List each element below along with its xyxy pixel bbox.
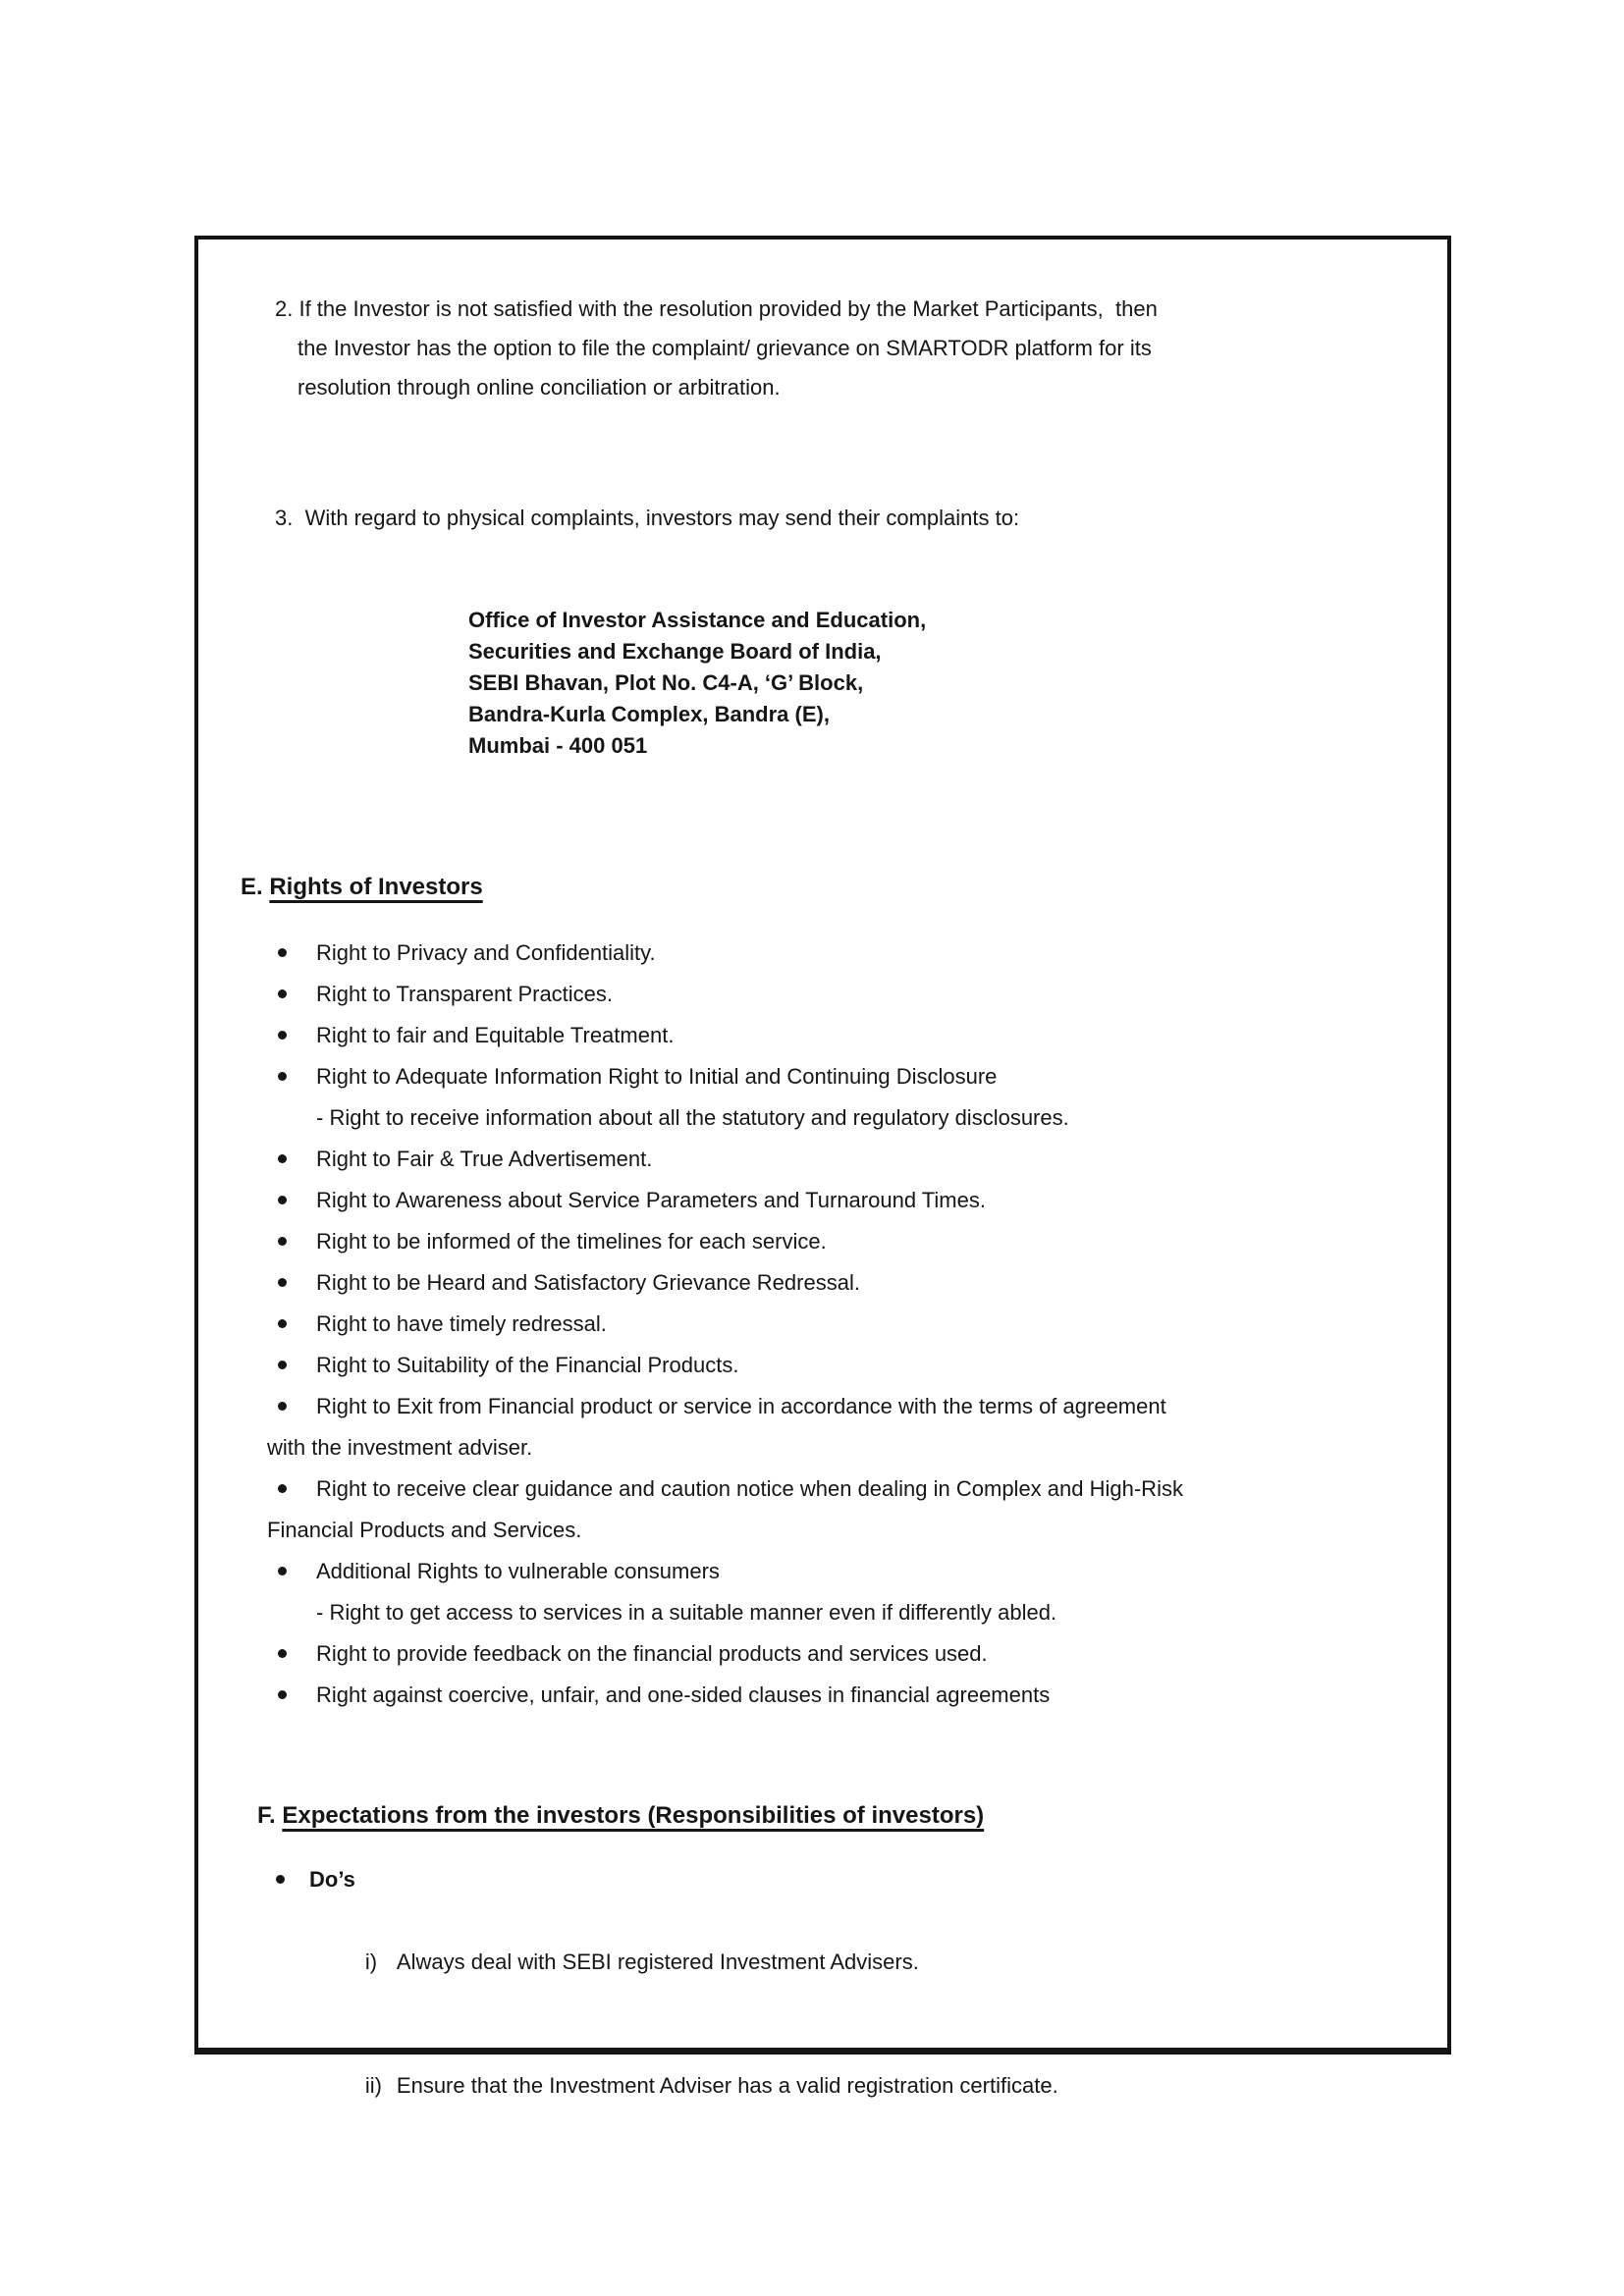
address-line-4: Bandra-Kurla Complex, Bandra (E), [468,702,830,726]
document-frame [194,236,1451,2098]
list-item [278,1633,1387,1675]
bullet-wrap-text: Financial Products and Services. [267,1518,582,1542]
dos-label: Do’s [309,1867,355,1892]
section-f-title: Expectations from the investors (Responsibilities of investors) [282,1802,985,1829]
bullet-wrap-text: with the investment adviser. [267,1435,533,1460]
section-f-prefix: F. [257,1802,283,1829]
section-e-heading [241,868,483,907]
bullet-text: Right to fair and Equitable Treatment. [316,1023,675,1047]
bullet-text: Right to Privacy and Confidentiality. [316,940,656,965]
address-line-1: Office of Investor Assistance and Education, [468,608,927,632]
address-line-5: Mumbai - 400 051 [468,733,648,758]
bullet-icon [278,1237,287,1246]
paragraph-2 [275,290,1158,407]
bullet-icon [278,1567,287,1575]
list-item [278,1015,1387,1056]
bullet-icon [278,1031,287,1040]
bullet-icon [278,989,287,998]
bullet-icon [278,1690,287,1699]
rights-list [267,933,1387,1716]
address-block [468,605,926,762]
dos-heading [276,1859,1058,1900]
list-item [278,1551,1387,1633]
bullet-icon [278,1361,287,1369]
bullet-icon [278,1319,287,1328]
list-item [278,1262,1387,1304]
list-item [267,1468,1387,1551]
dos-item-2-marker: ii) [364,2073,383,2098]
dos-item-2-text: Ensure that the Investment Adviser has a valid registration certificate. [396,2073,1058,2098]
list-item [267,1386,1387,1468]
section-f-heading [257,1796,984,1836]
bullet-text: Right to receive clear guidance and caution notice when dealing in Complex and High-Risk [316,1476,1183,1501]
paragraph-2-line-3: resolution through online conciliation or arbitration. [298,375,781,400]
bullet-icon [278,1072,287,1081]
list-item [278,974,1387,1015]
address-line-2: Securities and Exchange Board of India, [468,639,882,664]
list-item [278,1180,1387,1221]
bullet-text: Right to Awareness about Service Parameters and Turnaround Times. [316,1188,986,1212]
list-item [278,933,1387,974]
paragraph-2-line-2: the Investor has the option to file the complaint/ grievance on SMARTODR platform for its [298,336,1152,360]
bullet-text: Additional Rights to vulnerable consumers [316,1559,720,1583]
bullet-icon [278,1278,287,1287]
bullet-text: Right to be Heard and Satisfactory Grievance Redressal. [316,1270,860,1295]
bullet-text: Right to Suitability of the Financial Products. [316,1353,739,1377]
bullet-subtext: - Right to receive information about all the statutory and regulatory disclosures. [316,1105,1069,1130]
address-line-3: SEBI Bhavan, Plot No. C4-A, ‘G’ Block, [468,670,864,695]
bullet-text: Right to Transparent Practices. [316,982,614,1006]
dos-item-1 [317,1900,1058,2024]
list-item [278,1304,1387,1345]
bullet-icon [276,1875,285,1884]
bullet-text: Right to be informed of the timelines for each service. [316,1229,827,1254]
dos-item-2 [317,2024,1058,2148]
list-item [278,1139,1387,1180]
paragraph-3 [275,499,1019,538]
section-e-prefix: E. [241,874,270,900]
list-item [278,1675,1387,1716]
bullet-text: Right to Fair & True Advertisement. [316,1147,653,1171]
bullet-icon [278,1402,287,1411]
bullet-text: Right against coercive, unfair, and one-sided clauses in financial agreements [316,1682,1051,1707]
bullet-subtext: - Right to get access to services in a suitable manner even if differently abled. [316,1600,1057,1625]
list-item [278,1345,1387,1386]
list-item [278,1221,1387,1262]
paragraph-3-text: 3. With regard to physical complaints, investors may send their complaints to: [275,506,1020,530]
section-e-title: Rights of Investors [269,874,483,900]
bullet-icon [278,1484,287,1493]
bullet-icon [278,1196,287,1204]
bullet-text: Right to Adequate Information Right to Initial and Continuing Disclosure [316,1064,998,1089]
paragraph-2-line-1: 2. If the Investor is not satisfied with the resolution provided by the Market Participants, then [275,296,1158,321]
bullet-text: Right to Exit from Financial product or service in accordance with the terms of agreement [316,1394,1166,1418]
bullet-icon [278,1154,287,1163]
dos-item-1-marker: i) [364,1949,378,1974]
bullet-icon [278,1649,287,1658]
dos-section [276,1859,1058,2148]
bullet-text: Right to provide feedback on the financial products and services used. [316,1641,988,1666]
list-item [278,1056,1387,1139]
dos-item-1-text: Always deal with SEBI registered Investment Advisers. [396,1949,919,1974]
bullet-text: Right to have timely redressal. [316,1311,607,1336]
bullet-icon [278,948,287,957]
